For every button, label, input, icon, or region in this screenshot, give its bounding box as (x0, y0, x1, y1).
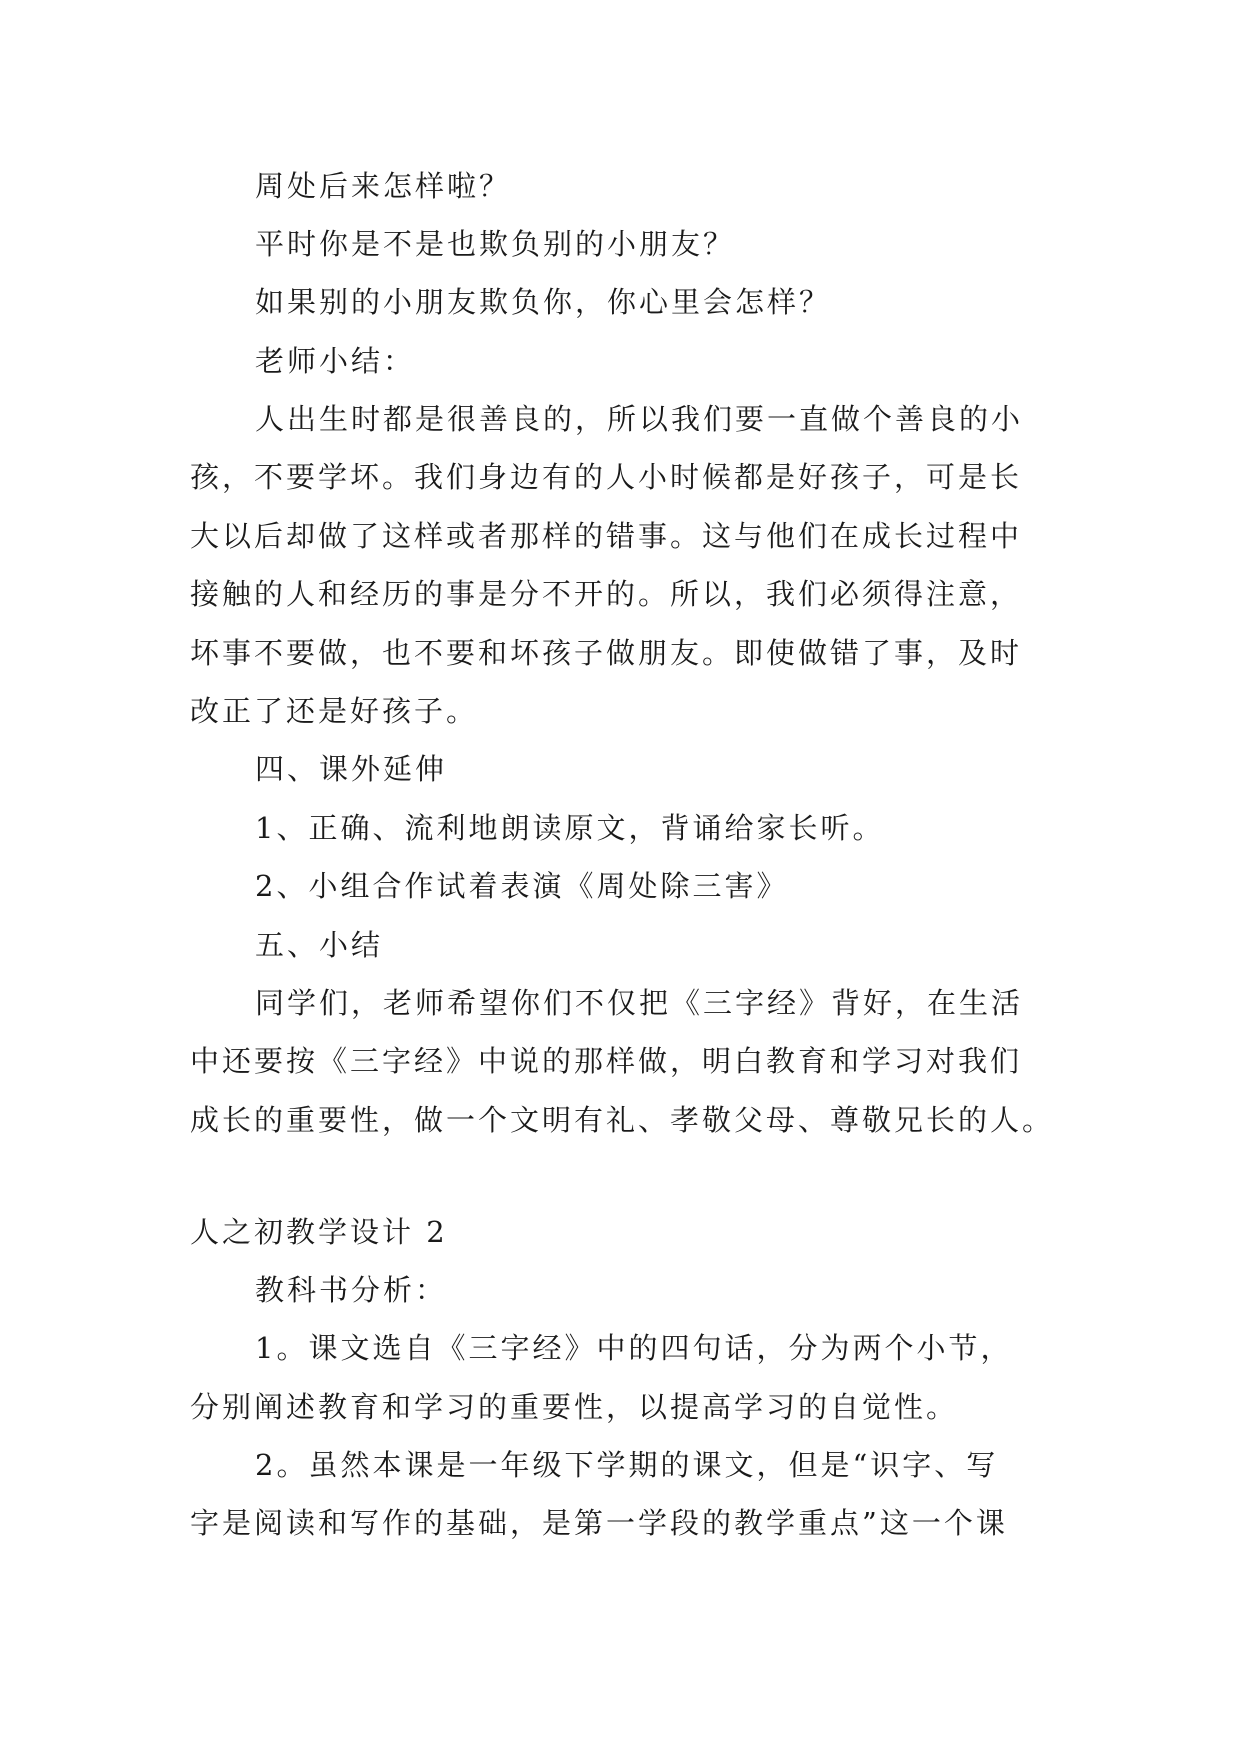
text-line: 1。课文选自《三字经》中的四句话，分为两个小节， (255, 1331, 1013, 1365)
text-line: 成长的重要性，做一个文明有礼、孝敬父母、尊敬兄长的人。 (190, 1103, 1055, 1137)
text-line: 分别阐述教育和学习的重要性，以提高学习的自觉性。 (190, 1390, 959, 1424)
text-line: 2。虽然本课是一年级下学期的课文，但是“识字、写 (255, 1448, 999, 1482)
text-line: 大以后却做了这样或者那样的错事。这与他们在成长过程中 (190, 519, 1023, 553)
text-line: 字是阅读和写作的基础，是第一学段的教学重点”这一个课 (190, 1506, 1008, 1540)
section-heading: 五、小结 (255, 928, 384, 962)
text-line: 坏事不要做，也不要和坏孩子做朋友。即使做错了事，及时 (190, 636, 1023, 670)
text-line: 接触的人和经历的事是分不开的。所以，我们必须得注意， (190, 577, 1023, 611)
text-line: 老师小结： (255, 344, 416, 378)
text-line: 教科书分析： (255, 1273, 448, 1307)
text-line: 同学们，老师希望你们不仅把《三字经》背好，在生活 (255, 986, 1024, 1020)
text-line: 孩，不要学坏。我们身边有的人小时候都是好孩子，可是长 (190, 460, 1023, 494)
text-line: 中还要按《三字经》中说的那样做，明白教育和学习对我们 (190, 1044, 1023, 1078)
text-line: 如果别的小朋友欺负你，你心里会怎样？ (255, 285, 832, 319)
text-line: 2、小组合作试着表演《周处除三害》 (255, 869, 789, 903)
text-line: 1、正确、流利地朗读原文，背诵给家长听。 (255, 811, 885, 845)
section-heading: 四、课外延伸 (255, 752, 448, 786)
text-line: 改正了还是好孩子。 (190, 694, 479, 728)
text-line: 周处后来怎样啦？ (255, 169, 512, 203)
text-line: 平时你是不是也欺负别的小朋友？ (255, 227, 736, 261)
text-line: 人出生时都是很善良的，所以我们要一直做个善良的小 (255, 402, 1024, 436)
document-title: 人之初教学设计 2 (190, 1215, 448, 1249)
